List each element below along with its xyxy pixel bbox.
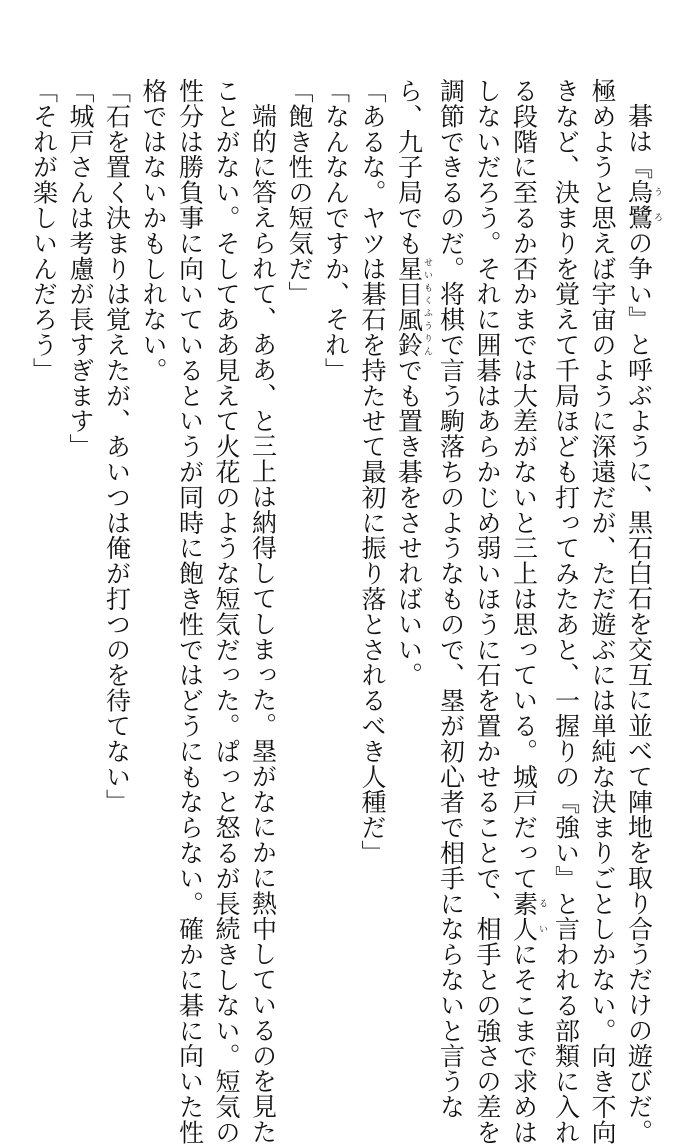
text-line xyxy=(354,78,391,958)
text-line xyxy=(98,78,135,958)
text-line xyxy=(505,78,547,1145)
text-run: しないだろう。それに囲碁はあらかじめ弱いほうに石を置かせることで、相手との強さの差を xyxy=(473,78,502,1145)
text-line xyxy=(584,78,621,1145)
text-run: る段階に至るか否かまでは大差がないと三上は思っている。城戸だって xyxy=(509,78,539,891)
text-run: 「飽き性の短気だ」 xyxy=(285,78,314,307)
text-run: 碁は『 xyxy=(624,103,654,180)
text-run: 「城戸さんは考慮が長すぎます」 xyxy=(66,78,95,459)
text-run: の争い』と呼ぶように、黒石白石を交互に並べて陣地を取り合うだけの遊びだ。 xyxy=(624,230,654,1145)
ruby-base: 烏鷺 xyxy=(624,179,654,231)
ruby-annotation xyxy=(624,179,662,231)
text-run: 「それが楽しいんだろう」 xyxy=(29,78,59,383)
ruby-reading: うろ xyxy=(652,179,662,231)
text-line xyxy=(62,78,99,958)
vertical-text-body xyxy=(25,78,662,1145)
text-line xyxy=(244,78,281,1145)
text-line xyxy=(317,78,354,958)
text-line xyxy=(547,78,584,1145)
ruby-reading: せいもくふうりん xyxy=(422,255,432,358)
ruby-reading: るい xyxy=(537,890,547,942)
text-line xyxy=(171,78,208,1145)
text-run: にそこまで求めは xyxy=(509,941,539,1145)
text-line xyxy=(469,78,506,1145)
text-run: 性分は勝負事に向いているというが同時に飽き性ではどうにもならない。確かに碁に向いた性 xyxy=(175,78,205,1145)
text-line xyxy=(281,78,318,958)
ruby-base: 素人 xyxy=(509,890,539,942)
ruby-annotation xyxy=(509,890,547,942)
text-run: でも置き碁をさせればいい。 xyxy=(394,357,424,688)
text-run: ことがない。そしてああ見えて火花のような短気だった。ぱっと怒るが長続きしない。短気の xyxy=(212,78,241,1145)
ruby-base: 星目風鈴 xyxy=(394,255,424,358)
text-run: 調節できるのだ。将棋で言う駒落ちのようなもので、塁が初心者で相手にならないと言うな xyxy=(436,78,466,1120)
text-line xyxy=(432,78,469,1120)
text-run: 「石を置く決まりは覚えたが、あいつは俺が打つのを待てない」 xyxy=(102,78,132,815)
text-run: 極めようと思えば宇宙のように深遠だが、ただ遊ぶには単純な決まりごとしかない。向き不向 xyxy=(588,78,617,1145)
text-line xyxy=(620,78,662,1145)
text-line xyxy=(390,78,432,958)
ruby-annotation xyxy=(394,255,432,358)
text-line xyxy=(25,78,62,958)
text-run: 端的に答えられて、ああ、と三上は納得してしまった。塁がなにかに熱中しているのを見た xyxy=(248,103,278,1145)
text-line xyxy=(135,78,172,958)
text-run: 格ではないかもしれない。 xyxy=(139,78,168,383)
text-line xyxy=(208,78,245,1145)
text-run: 「あるな。ヤツは碁石を持たせて最初に振り落とされるべき人種だ」 xyxy=(358,78,387,866)
text-run: 「なんなんですか、それ」 xyxy=(321,78,351,383)
text-run: きなど、決まりを覚えて千局ほども打ってみたあと、一握りの『強い』と言われる部類に入れ xyxy=(551,78,581,1145)
text-run: ら、九子局でも xyxy=(394,78,424,256)
